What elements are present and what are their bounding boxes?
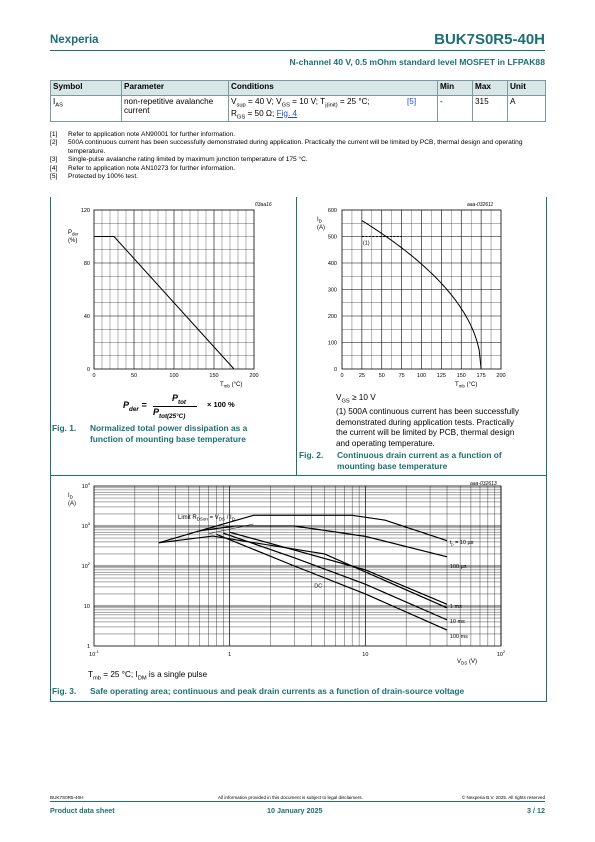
- fig1-chart: [50, 197, 296, 422]
- fig2-notes: $V_{GS} \ge 10$ V (1) 500A continuous current has been successfully demonstrated during application tests. Practically the current will be limited by PCB, thermal design and operating temperature.: [336, 393, 519, 448]
- footer-copyright: © Nexperia B.V. 2025. All rights reserved: [461, 795, 545, 800]
- brand-name: Nexperia: [50, 34, 99, 46]
- fig3-conditions: $T_{mb} = 25$ °C; $I_{DM}$ is a single pulse: [88, 670, 208, 682]
- footer-doc-type: Product data sheet: [50, 806, 115, 815]
- fig3-yunit: (A): [68, 501, 76, 507]
- cell-min: -: [438, 96, 473, 122]
- fig2-marker: (1): [362, 240, 370, 247]
- fig3-label-10us: $t_p = 10$ µs: [449, 539, 474, 547]
- fig2-yunit: (A): [317, 225, 325, 231]
- part-number: BUK7S0R5-40H: [434, 31, 545, 48]
- cell-max: 315: [473, 96, 508, 122]
- note-item: [1] Refer to application note AN90001 for further information.: [50, 131, 236, 138]
- fig2-ytick-label: 300: [327, 287, 337, 294]
- footer-disclaimer: All information provided in this document is subject to legal disclaimers.: [218, 795, 363, 800]
- fig1-yunit: (%): [68, 238, 78, 244]
- cell-unit: A: [508, 96, 546, 122]
- cell-symbol: $I_{AS}$: [51, 96, 122, 122]
- fig2-ytick-label: 100: [327, 340, 337, 347]
- fig3-xlabel: $V_{DS}$ (V): [457, 659, 477, 666]
- fig1-code: 03aa16: [255, 202, 272, 208]
- col-parameter: Parameter: [122, 81, 229, 96]
- fig3-ytick-label: 1: [86, 644, 90, 650]
- avalanche-table: [50, 80, 546, 122]
- fig2-xtick-label: 0: [340, 373, 344, 379]
- fig3-ytick-label: $10^4$: [81, 481, 90, 490]
- fig3-ytick-label: $10^3$: [81, 521, 90, 530]
- fig3-ylabel: $I_D$: [68, 493, 73, 500]
- fig1-ytick-label: 80: [83, 261, 90, 267]
- fig1-ylabel: $P_{der}$: [68, 230, 79, 237]
- note-item: [5] Protected by 100% test.: [50, 173, 139, 181]
- fig3-xtick-label: 1: [228, 652, 232, 658]
- fig3-xtick-label: 10: [362, 652, 369, 658]
- fig2-code: aaa-032611: [467, 202, 494, 208]
- fig2-xtick-label: 25: [358, 373, 365, 379]
- header-rule: [50, 50, 545, 51]
- fig2-ytick-label: 400: [327, 261, 337, 267]
- fig2-ytick-label: 0: [333, 367, 337, 373]
- fig3-ytick-label: $10^2$: [81, 561, 90, 570]
- cell-parameter: non-repetitive avalanche current: [122, 96, 229, 122]
- col-max: Max: [473, 81, 508, 96]
- fig4-link[interactable]: Fig. 4: [276, 108, 298, 118]
- fig3-curve-100us: [200, 526, 447, 557]
- footer-doc-id: BUK7S0R5-40H: [50, 795, 84, 800]
- footer-rule: [50, 801, 545, 802]
- footer-date: 10 January 2025: [267, 806, 323, 815]
- fig1-xtick-label: 200: [249, 373, 259, 379]
- table-header-row: [51, 81, 546, 96]
- col-conditions: Conditions: [229, 81, 438, 96]
- fig2-ylabel: $I_D$: [317, 217, 322, 224]
- footer-page: 3 / 12: [527, 806, 545, 815]
- fig1-ytick-label: 40: [83, 314, 90, 320]
- fig1-ytick-label: 0: [86, 367, 90, 373]
- col-symbol: Symbol: [51, 81, 122, 96]
- table-row: [51, 96, 546, 122]
- fig3-label-100ms: 100 ms: [449, 633, 468, 640]
- fig2-xtick-label: 125: [436, 373, 446, 379]
- note-item: [4] Refer to application note AN10273 for further information.: [50, 164, 236, 172]
- fig3-ytick-label: 10: [83, 604, 90, 610]
- fig2-xtick-label: 175: [476, 373, 486, 379]
- table-notes: [50, 131, 550, 181]
- fig1-xtick-label: 50: [130, 373, 138, 379]
- fig3-chart: [50, 475, 545, 670]
- fig2-ytick-label: 500: [327, 234, 337, 241]
- fig2-xtick-label: 200: [496, 373, 506, 379]
- fig2-xlabel: $T_{mb}$ (°C): [455, 382, 478, 389]
- col-min: Min: [438, 81, 473, 96]
- fig2-caption: Fig. 2. Continuous drain current as a function of mounting base temperature: [299, 450, 502, 471]
- fig2-xtick-label: 50: [378, 373, 385, 379]
- fig3-xtick-label: $10^2$: [496, 649, 506, 658]
- fig1-xtick-label: 150: [209, 373, 219, 379]
- fig1-xtick-label: 0: [92, 373, 96, 379]
- fig3-caption: Fig. 3. Safe operating area; continuous and peak drain currents as a function of drain-source voltage: [52, 686, 465, 696]
- fig2-ytick-label: 600: [327, 208, 337, 214]
- fig1-xtick-label: 100: [169, 373, 179, 379]
- page-subtitle: N-channel 40 V, 0.5 mOhm standard level MOSFET in LFPAK88: [289, 57, 545, 67]
- ref-link-5[interactable]: [5]: [407, 97, 417, 106]
- fig3-label-dc: DC: [314, 583, 323, 590]
- fig1-xlabel: $T_{mb}$ (°C): [220, 382, 243, 389]
- fig3-label-1ms: 1 ms: [449, 604, 462, 610]
- fig2-ytick-label: 200: [327, 314, 337, 320]
- fig3-limit-label: Limit $R_{DSon} = V_{DS} / I_D$: [178, 515, 235, 522]
- fig1-ytick-label: 120: [80, 208, 90, 214]
- fig1-caption: Fig. 1. Normalized total power dissipation as a function of mounting base temperature: [52, 423, 248, 444]
- fig2-chart: [297, 197, 545, 392]
- note-item: [2] 500A continuous current has been successfully demonstrated during application. Practically the current will be limited by PCB, thermal design and operating temperature.: [50, 139, 523, 155]
- fig2-xtick-label: 150: [456, 373, 466, 379]
- fig2-xtick-label: 75: [398, 373, 405, 379]
- cell-conditions: $V_{sup} = 40$ V; $V_{GS} = 10$ V; $T_{j(init)} = 25$ °C; [5] $R_{GS} = 50$ Ω; Fig. 4: [229, 96, 438, 122]
- fig3-label-10ms: 10 ms: [449, 619, 465, 626]
- note-item: [3] Single-pulse avalanche rating limited by maximum junction temperature of 175 °C.: [50, 156, 308, 164]
- fig3-code: aaa-032613: [470, 481, 497, 487]
- col-unit: Unit: [508, 81, 546, 96]
- fig2-xtick-label: 100: [416, 373, 427, 379]
- fig3-label-100us: 100 µs: [449, 564, 467, 570]
- fig3-xtick-label: $10^{-1}$: [89, 649, 99, 658]
